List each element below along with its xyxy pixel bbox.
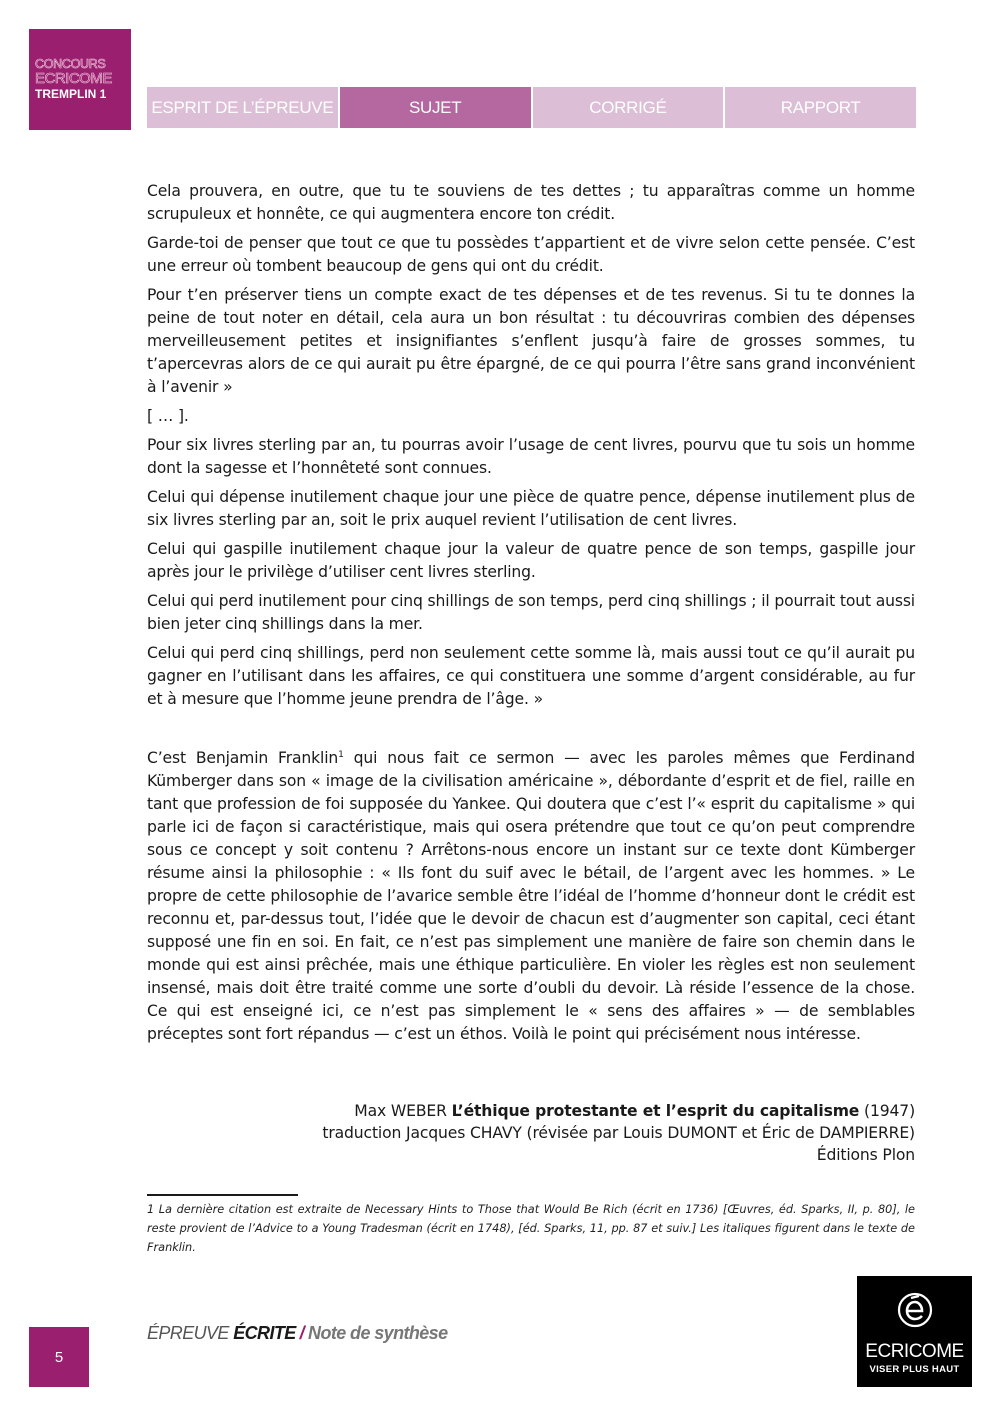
footnote-text: 1 La dernière citation est extraite de Necessary Hints to Those that Would Be Rich (écrit en 1736) [Œuvres, éd. Sparks, II, p. 80], le reste provient de l’Advice to a Young Tradesman (écrit en 1748), [éd. Sparks, 11, pp. 87 et suiv.] Les italiques figurent dans le texte de Franklin. <box>147 1203 915 1254</box>
footer-title-note: Note de synthèse <box>308 1323 448 1343</box>
page-number: 5 <box>29 1327 89 1387</box>
citation-translation: traduction Jacques CHAVY (révisée par Louis DUMONT et Éric de DAMPIERRE) <box>322 1124 915 1142</box>
footer-title-ecrite: ÉCRITE <box>233 1323 296 1343</box>
tab-corrige[interactable]: CORRIGÉ <box>533 87 724 128</box>
paragraph: [ … ]. <box>147 407 189 425</box>
brand-tagline: VISER PLUS HAUT <box>869 1364 960 1375</box>
document-body <box>147 180 915 1052</box>
tab-esprit-epreuve[interactable]: ESPRIT DE L’ÉPREUVE <box>147 87 338 128</box>
footer-title-epreuve: ÉPREUVE <box>147 1323 234 1343</box>
paragraph: Pour six livres sterling par an, tu pourras avoir l’usage de cent livres, pourvu que tu sois un homme dont la sagesse et l’honnêteté sont connues. <box>147 436 915 477</box>
footer-title <box>147 1323 448 1344</box>
paragraph: Celui qui perd cinq shillings, perd non seulement cette somme là, mais aussi tout ce qu’il aurait pu gagner en l’utilisant dans les affaires, ce qui constituera une somme d’argent considérable, au fur et à mesure que l’homme jeune prendra de l’âge. » <box>147 644 915 708</box>
main-paragraph-rest: qui nous fait ce sermon — avec les paroles mêmes que Ferdinand Kümberger dans son « image de la civilisation américaine », débordante d’esprit et de fiel, raille en tant que profession de foi supposée du Yankee. Qui doutera que c’est l’« esprit du capitalisme » qui parle ici de façon si caractéristique, mais qui osera prétendre que tout ce qu’on peut comprendre sous ce concept y soit contenu ? Arrêtons-nous encore un instant sur ce texte dont Kümberger résume ainsi la philosophie : « Ils font du suif avec le bétail, de l’argent avec les hommes. » Le propre de cette philosophie de l’avarice semble être l’idéal de l’homme d’honneur dont le crédit est reconnu et, par-dessus tout, l’idée que le devoir de chacun est d’augmenter son capital, ceci étant supposé une fin en soi. En fait, ce n’est pas simplement une manière de faire son chemin dans le monde qui est ainsi prêchée, mais une éthique particulière. En violer les règles est non seulement insensé, mais doit être traité comme une sorte d’oubli du devoir. Là réside l’essence de la chose. Ce qui est enseigné ici, ce n’est pas simplement le « sens des affaires » — de semblables préceptes sont fort répandus — c’est un éthos. Voilà le point qui précisément nous intéresse. <box>147 749 915 1043</box>
citation-author: Max WEBER <box>354 1102 447 1120</box>
citation-title: L’éthique protestante et l’esprit du capitalisme <box>451 1102 860 1120</box>
paragraph: Cela prouvera, en outre, que tu te souviens de tes dettes ; tu apparaîtras comme un homme scrupuleux et honnête, ce qui augmentera encore ton crédit. <box>147 182 915 223</box>
concours-logo <box>29 29 131 130</box>
logo-line-tremplin: TREMPLIN 1 <box>35 87 107 101</box>
footnote-reference[interactable]: 1 <box>338 749 344 760</box>
paragraph: Pour t’en préserver tiens un compte exact de tes dépenses et de tes revenus. Si tu te donnes la peine de tout noter en détail, cela aura un bon résultat : tu découvriras combien des dépenses merveilleusement petites et insignifiantes s’enflent jusqu’à faire de grosses sommes, tu t’apercevras alors de ce qui aurait pu être épargné, de ce qui pourra l’être sans grand inconvénient à l’avenir » <box>147 286 915 396</box>
ecricome-e-icon <box>895 1290 935 1330</box>
citation <box>322 1100 915 1166</box>
footnote-divider <box>147 1194 298 1196</box>
logo-line-ecricome: ECRICOME <box>35 70 112 87</box>
logo-line-concours: CONCOURS <box>35 57 106 71</box>
citation-publisher: Éditions Plon <box>816 1146 915 1164</box>
citation-year: (1947) <box>864 1102 915 1120</box>
paragraph: Garde-toi de penser que tout ce que tu possèdes t’appartient et de vivre selon cette pensée. C’est une erreur où tombent beaucoup de gens qui ont du crédit. <box>147 234 915 275</box>
main-paragraph-start: C’est Benjamin Franklin <box>147 749 339 767</box>
paragraph: Celui qui dépense inutilement chaque jour une pièce de quatre pence, dépense inutilement plus de six livres sterling par an, soit le prix auquel revient l’utilisation de cent livres. <box>147 488 915 529</box>
brand-name: ECRICOME <box>865 1341 964 1362</box>
citation-line-1 <box>322 1100 915 1122</box>
footer-separator: / <box>299 1323 305 1343</box>
main-paragraph <box>147 747 915 1046</box>
paragraph: Celui qui gaspille inutilement chaque jour la valeur de quatre pence de son temps, gaspille jour après jour le privilège d’utiliser cent livres sterling. <box>147 540 915 581</box>
paragraph: Celui qui perd inutilement pour cinq shillings de son temps, perd cinq shillings ; il pourrait tout aussi bien jeter cinq shillings dans la mer. <box>147 592 915 633</box>
tab-rapport[interactable]: RAPPORT <box>725 87 916 128</box>
section-tabs <box>147 87 916 128</box>
ecricome-brand-logo <box>857 1276 972 1387</box>
tab-sujet[interactable]: SUJET <box>340 87 531 128</box>
